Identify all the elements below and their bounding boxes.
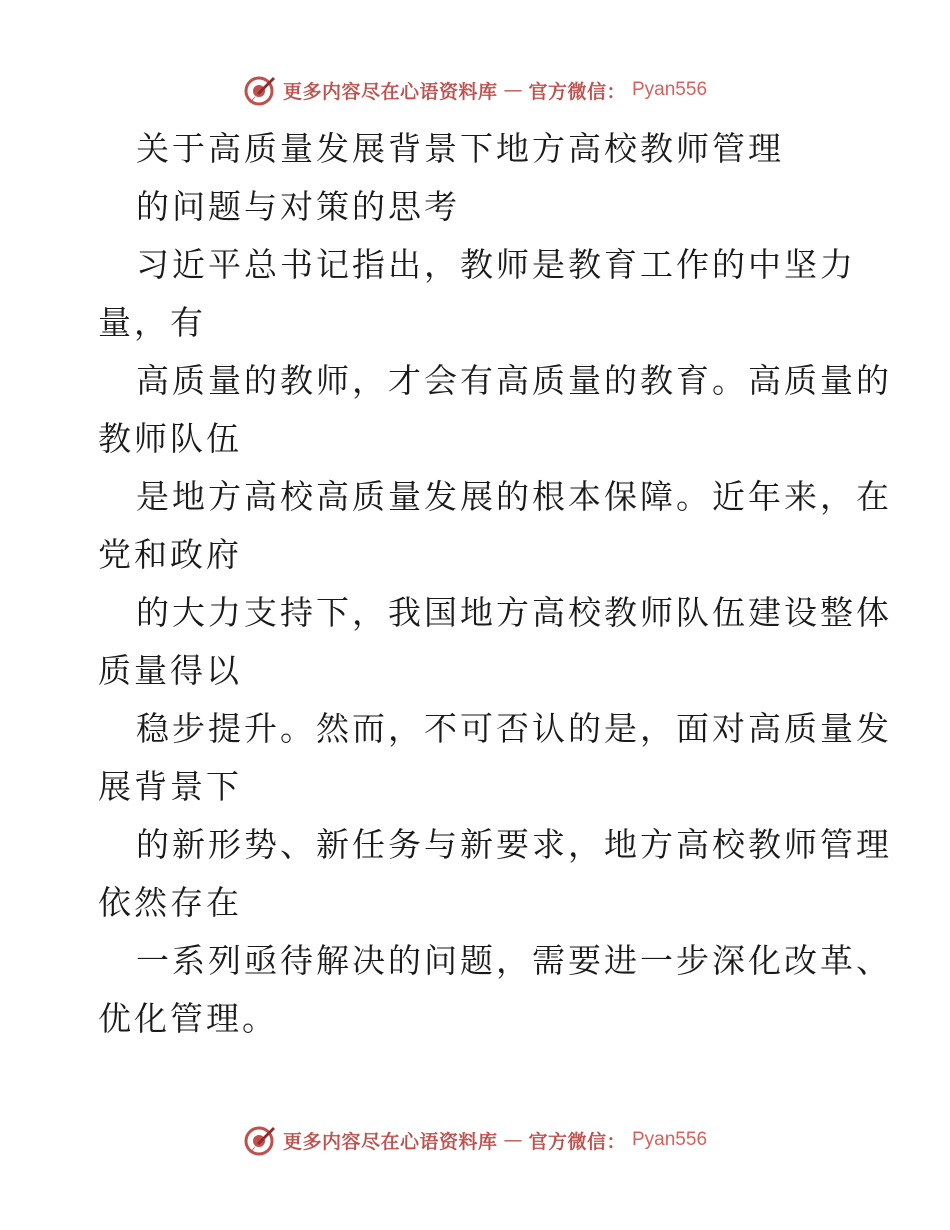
brush-logo-icon bbox=[243, 73, 277, 107]
watermark-contact-value: Pyan556 bbox=[632, 1129, 708, 1150]
text-line: 展背景下 bbox=[98, 767, 242, 806]
watermark-text: 更多内容尽在心语资料库 bbox=[282, 80, 498, 103]
text-line: 习近平总书记指出，教师是教育工作的中坚力 bbox=[136, 245, 856, 284]
text-line: 的大力支持下，我国地方高校教师队伍建设整体 bbox=[136, 593, 892, 632]
text-line: 的问题与对策的思考 bbox=[136, 187, 460, 226]
text-line: 高质量的教师，才会有高质量的教育。高质量的 bbox=[136, 361, 892, 400]
text-line: 依然存在 bbox=[98, 883, 242, 922]
watermark-separator: — bbox=[503, 1129, 523, 1151]
watermark-contact-value: Pyan556 bbox=[632, 79, 708, 100]
text-line: 党和政府 bbox=[98, 535, 242, 574]
header-watermark bbox=[0, 70, 950, 110]
text-line: 关于高质量发展背景下地方高校教师管理 bbox=[136, 129, 784, 168]
footer-watermark bbox=[0, 1120, 950, 1160]
watermark-separator: — bbox=[503, 79, 523, 101]
text-line: 的新形势、新任务与新要求，地方高校教师管理 bbox=[136, 825, 892, 864]
watermark-group bbox=[243, 1123, 707, 1157]
text-line: 稳步提升。然而，不可否认的是，面对高质量发 bbox=[136, 709, 892, 748]
watermark-contact-label: 官方微信： bbox=[528, 80, 626, 103]
text-line: 是地方高校高质量发展的根本保障。近年来，在 bbox=[136, 477, 892, 516]
document-body bbox=[98, 120, 892, 1048]
text-line: 优化管理。 bbox=[98, 999, 278, 1038]
watermark-group bbox=[243, 73, 707, 107]
watermark-text: 更多内容尽在心语资料库 bbox=[282, 1130, 498, 1153]
text-line: 量，有 bbox=[98, 303, 206, 342]
text-line: 质量得以 bbox=[98, 651, 242, 690]
text-line: 一系列亟待解决的问题，需要进一步深化改革、 bbox=[136, 941, 892, 980]
brush-logo-icon bbox=[243, 1123, 277, 1157]
text-line: 教师队伍 bbox=[98, 419, 242, 458]
watermark-contact-label: 官方微信： bbox=[528, 1130, 626, 1153]
